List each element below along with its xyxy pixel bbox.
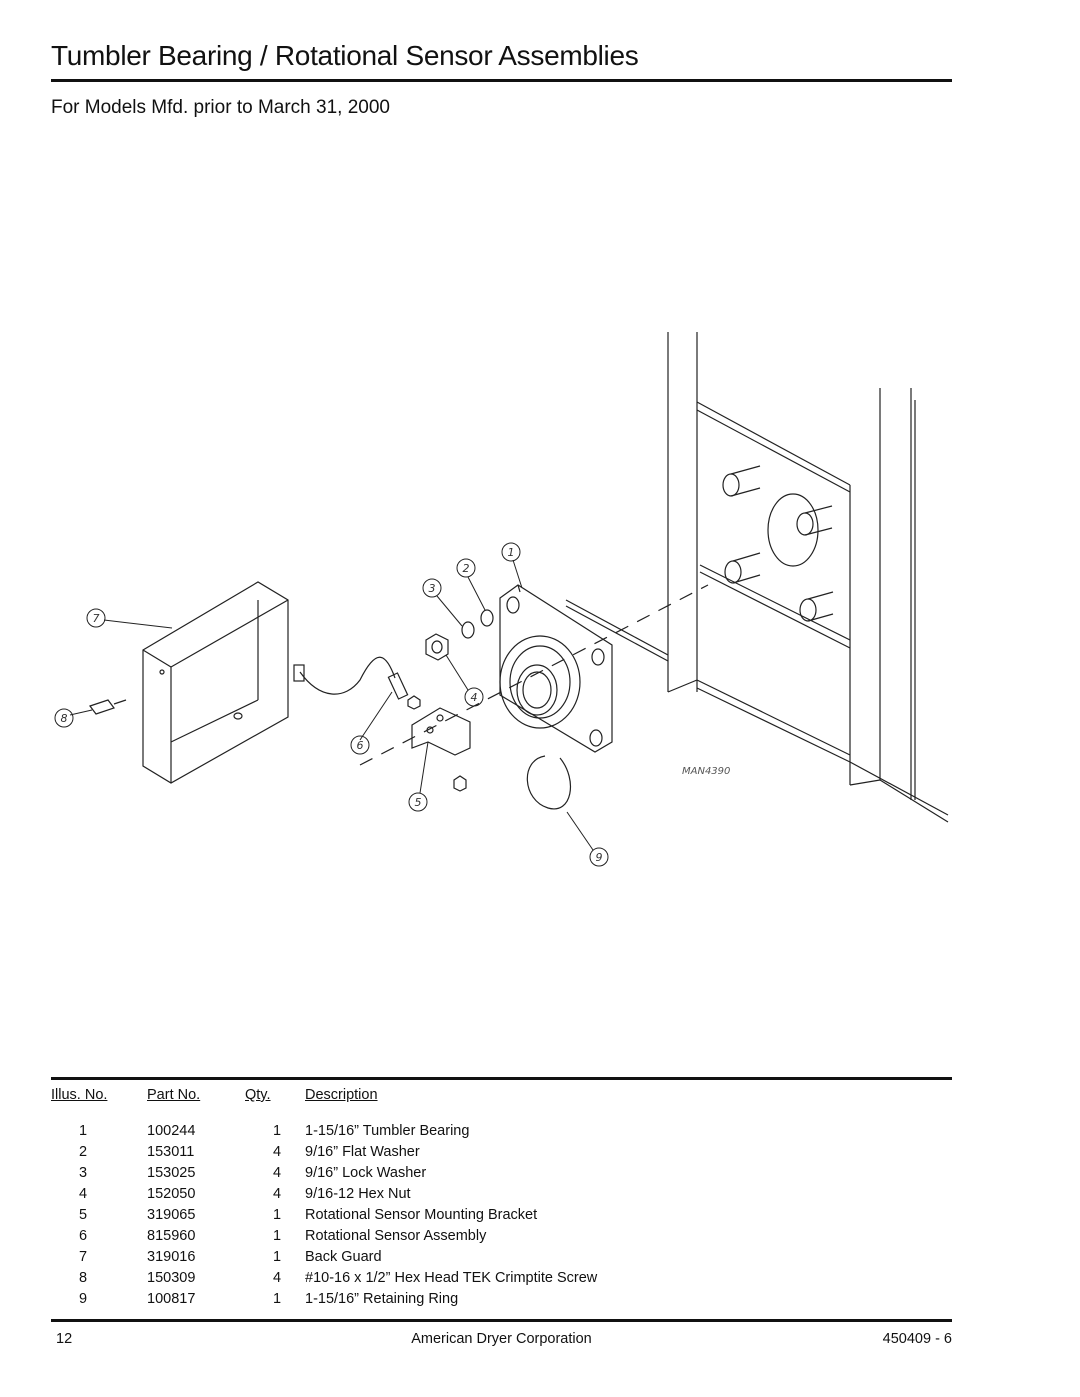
- qty: 4: [273, 1270, 282, 1287]
- table-row: [51, 1120, 952, 1141]
- page-title: Tumbler Bearing / Rotational Sensor Assemblies: [51, 40, 639, 71]
- qty: 1: [273, 1122, 282, 1139]
- illus-no: 6: [79, 1228, 88, 1245]
- part-no: 152050: [147, 1185, 196, 1202]
- part-no: 153025: [147, 1164, 196, 1181]
- qty: 4: [273, 1185, 282, 1202]
- tek-screw: [90, 700, 126, 714]
- table-row: [51, 1289, 952, 1310]
- qty: 1: [273, 1291, 282, 1308]
- part-no: 153011: [147, 1143, 195, 1160]
- header-description: Description: [305, 1087, 378, 1103]
- callouts: [55, 543, 608, 866]
- callout-2: 2: [462, 562, 470, 575]
- description: Rotational Sensor Assembly: [305, 1228, 487, 1245]
- qty: 1: [273, 1249, 282, 1266]
- description: Rotational Sensor Mounting Bracket: [305, 1206, 538, 1223]
- callout-6: 6: [356, 739, 364, 752]
- part-no: 319016: [147, 1249, 196, 1266]
- description: 9/16” Flat Washer: [305, 1143, 420, 1160]
- header-qty: Qty.: [245, 1087, 271, 1103]
- callout-3: 3: [428, 582, 436, 595]
- tumbler-bearing: [500, 585, 612, 752]
- table-row: [51, 1141, 952, 1162]
- page-subtitle: For Models Mfd. prior to March 31, 2000: [51, 97, 390, 118]
- table-row: [51, 1183, 952, 1204]
- illus-no: 2: [79, 1143, 88, 1160]
- description: 1-15/16” Retaining Ring: [305, 1291, 459, 1308]
- illus-no: 3: [79, 1164, 88, 1181]
- callout-9: 9: [595, 851, 603, 864]
- description: 1-15/16” Tumbler Bearing: [305, 1122, 470, 1139]
- table-row: [51, 1247, 952, 1268]
- washers-and-nut: [426, 610, 493, 660]
- illus-no: 4: [79, 1185, 88, 1202]
- part-no: 100817: [147, 1291, 196, 1308]
- illus-no: 5: [79, 1206, 88, 1223]
- back-guard: [143, 582, 288, 783]
- part-no: 815960: [147, 1228, 196, 1245]
- table-top-rule: [51, 1077, 952, 1080]
- company-name: American Dryer Corporation: [411, 1331, 592, 1347]
- callout-4: 4: [470, 691, 478, 704]
- parts-table-header: [51, 1087, 952, 1120]
- illus-no: 9: [79, 1291, 88, 1308]
- illus-no: 1: [79, 1122, 88, 1139]
- exploded-parts-drawing: [40, 320, 960, 880]
- part-no: 319065: [147, 1206, 196, 1223]
- part-no: 100244: [147, 1122, 196, 1139]
- table-row: [51, 1162, 952, 1183]
- table-row: [51, 1204, 952, 1225]
- mounting-studs: [723, 466, 833, 621]
- callout-1: 1: [507, 546, 515, 559]
- footer-rule: [51, 1319, 952, 1322]
- qty: 1: [273, 1206, 282, 1223]
- table-row: [51, 1268, 952, 1289]
- callout-8: 8: [60, 712, 68, 725]
- parts-table: [51, 1087, 952, 1310]
- description: #10-16 x 1/2” Hex Head TEK Crimptite Screw: [305, 1270, 598, 1287]
- part-no: 150309: [147, 1270, 196, 1287]
- illus-no: 7: [79, 1249, 88, 1266]
- description: 9/16-12 Hex Nut: [305, 1185, 411, 1202]
- qty: 4: [273, 1143, 282, 1160]
- rotational-sensor: [294, 657, 408, 699]
- leader-lines: [70, 560, 593, 850]
- description: Back Guard: [305, 1249, 382, 1266]
- callout-5: 5: [414, 796, 422, 809]
- drawing-id: MAN4390: [682, 766, 731, 777]
- illus-no: 8: [79, 1270, 88, 1287]
- title-rule: [51, 79, 952, 82]
- qty: 4: [273, 1164, 282, 1181]
- callout-7: 7: [92, 612, 100, 625]
- retaining-ring: [527, 756, 570, 809]
- sensor-bracket: [408, 696, 470, 791]
- qty: 1: [273, 1228, 282, 1245]
- header-part-no: Part No.: [147, 1087, 201, 1103]
- document-number: 450409 - 6: [882, 1331, 952, 1347]
- tumbler-frame: [566, 332, 948, 822]
- description: 9/16” Lock Washer: [305, 1164, 427, 1181]
- header-illus-no: Illus. No.: [51, 1087, 108, 1103]
- table-row: [51, 1225, 952, 1246]
- page-number: 12: [56, 1331, 73, 1347]
